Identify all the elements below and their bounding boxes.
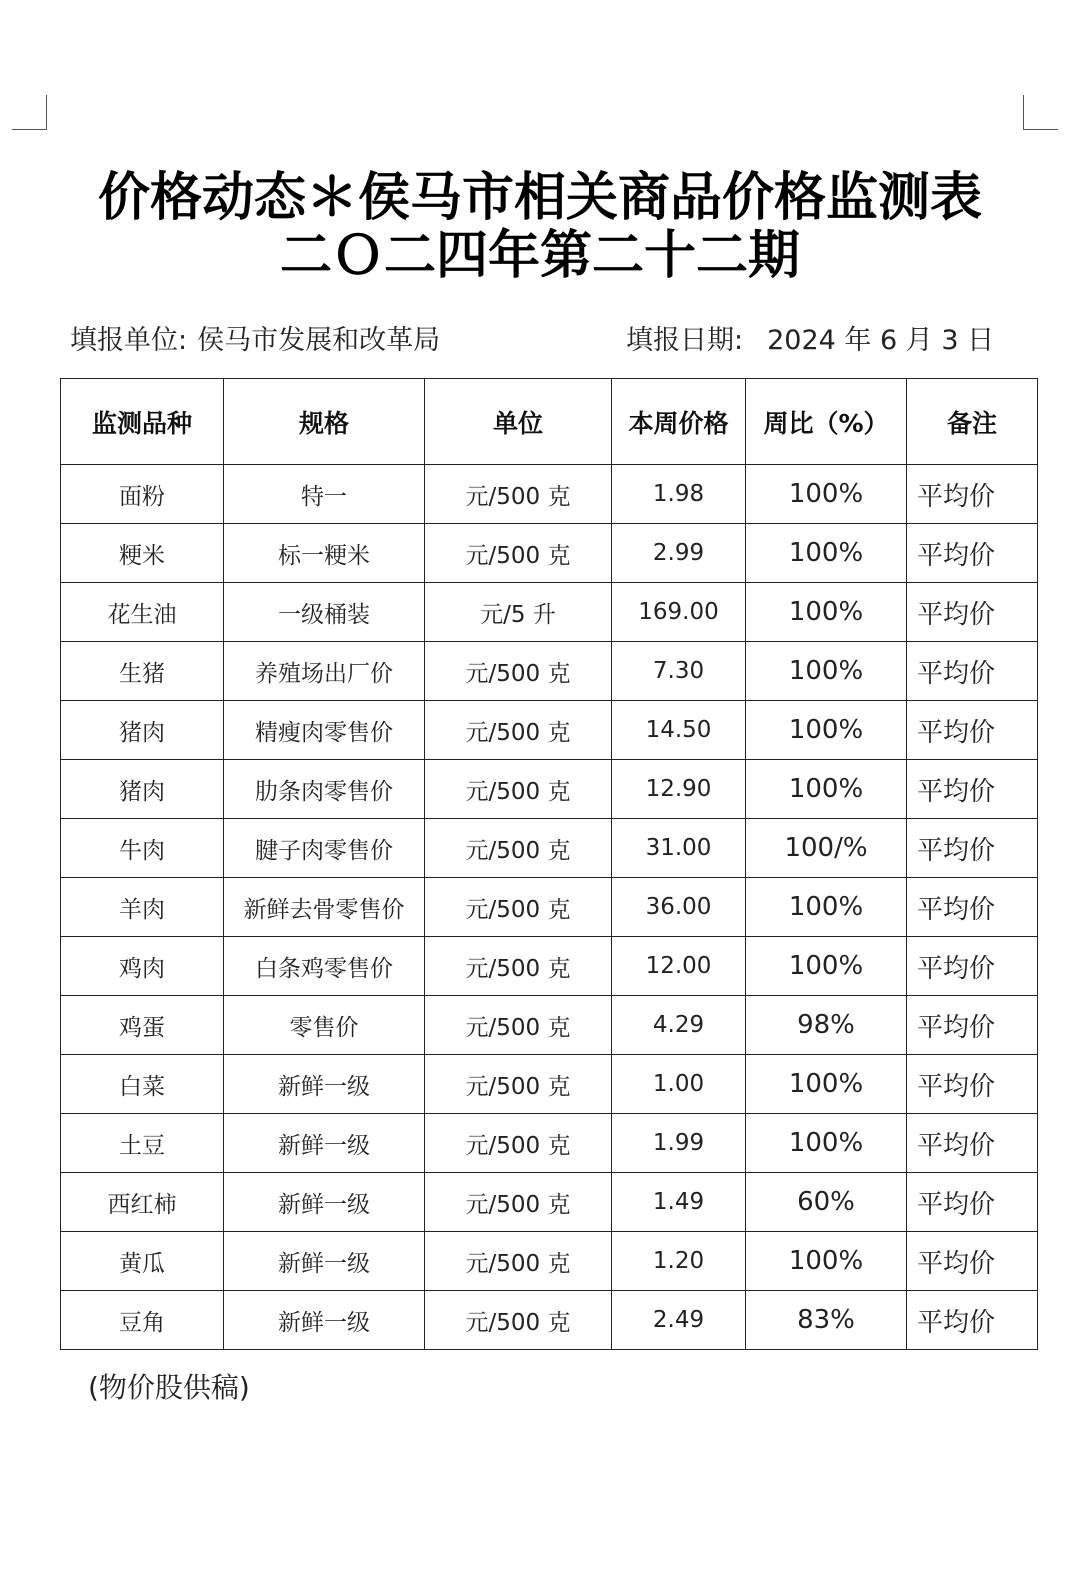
table-row <box>61 1055 1038 1114</box>
reporting-date-label: 填报日期: <box>626 325 744 356</box>
cell-note: 平均价 <box>907 1291 1038 1350</box>
cell-item: 鸡肉 <box>61 937 224 996</box>
table-row <box>61 465 1038 524</box>
cell-weekly-ratio: 100% <box>746 937 907 996</box>
header-weekly-ratio: 周比（%） <box>746 379 907 465</box>
source-note: (物价股供稿) <box>88 1371 250 1404</box>
cell-note: 平均价 <box>907 524 1038 583</box>
price-monitoring-table <box>60 378 1038 1350</box>
cell-price: 2.99 <box>612 524 746 583</box>
cell-price: 1.49 <box>612 1173 746 1232</box>
cell-unit: 元/500 克 <box>425 1055 612 1114</box>
cell-unit: 元/500 克 <box>425 524 612 583</box>
cell-weekly-ratio: 100% <box>746 465 907 524</box>
cell-unit: 元/500 克 <box>425 819 612 878</box>
cell-price: 1.99 <box>612 1114 746 1173</box>
reporting-unit-value: 侯马市发展和改革局 <box>197 325 441 356</box>
table-row <box>61 583 1038 642</box>
cell-note: 平均价 <box>907 701 1038 760</box>
cell-weekly-ratio: 100% <box>746 1114 907 1173</box>
table-row <box>61 1291 1038 1350</box>
cell-spec: 一级桶装 <box>224 583 425 642</box>
header-unit: 单位 <box>425 379 612 465</box>
cell-unit: 元/500 克 <box>425 937 612 996</box>
table-row <box>61 642 1038 701</box>
table-row <box>61 819 1038 878</box>
reporting-date <box>626 318 994 357</box>
cell-weekly-ratio: 100% <box>746 1055 907 1114</box>
cell-unit: 元/500 克 <box>425 1173 612 1232</box>
cell-note: 平均价 <box>907 878 1038 937</box>
cell-item: 黄瓜 <box>61 1232 224 1291</box>
cell-item: 豆角 <box>61 1291 224 1350</box>
header-item: 监测品种 <box>61 379 224 465</box>
cell-item: 生猪 <box>61 642 224 701</box>
cell-unit: 元/500 克 <box>425 701 612 760</box>
cell-item: 面粉 <box>61 465 224 524</box>
cell-note: 平均价 <box>907 642 1038 701</box>
document-title: 价格动态＊侯马市相关商品价格监测表 <box>97 168 982 228</box>
cell-item: 羊肉 <box>61 878 224 937</box>
reporting-unit <box>70 318 440 357</box>
cell-weekly-ratio: 100% <box>746 524 907 583</box>
cell-item: 鸡蛋 <box>61 996 224 1055</box>
cell-item: 粳米 <box>61 524 224 583</box>
cell-note: 平均价 <box>907 760 1038 819</box>
cell-note: 平均价 <box>907 1055 1038 1114</box>
cell-unit: 元/500 克 <box>425 1232 612 1291</box>
table-row <box>61 524 1038 583</box>
cell-spec: 白条鸡零售价 <box>224 937 425 996</box>
cell-price: 169.00 <box>612 583 746 642</box>
cell-price: 14.50 <box>612 701 746 760</box>
cell-item: 花生油 <box>61 583 224 642</box>
cell-unit: 元/500 克 <box>425 1291 612 1350</box>
cell-note: 平均价 <box>907 1114 1038 1173</box>
cell-note: 平均价 <box>907 1173 1038 1232</box>
header-spec: 规格 <box>224 379 425 465</box>
cell-weekly-ratio: 98% <box>746 996 907 1055</box>
page-corner-mark-right <box>1023 95 1058 130</box>
cell-item: 牛肉 <box>61 819 224 878</box>
table-row <box>61 1173 1038 1232</box>
cell-item: 土豆 <box>61 1114 224 1173</box>
cell-spec: 新鲜一级 <box>224 1173 425 1232</box>
cell-note: 平均价 <box>907 937 1038 996</box>
table-row <box>61 701 1038 760</box>
cell-weekly-ratio: 83% <box>746 1291 907 1350</box>
header-note: 备注 <box>907 379 1038 465</box>
cell-price: 4.29 <box>612 996 746 1055</box>
cell-weekly-ratio: 100% <box>746 878 907 937</box>
cell-spec: 养殖场出厂价 <box>224 642 425 701</box>
cell-item: 猪肉 <box>61 760 224 819</box>
cell-weekly-ratio: 100% <box>746 760 907 819</box>
cell-unit: 元/500 克 <box>425 878 612 937</box>
cell-weekly-ratio: 100/% <box>746 819 907 878</box>
cell-price: 7.30 <box>612 642 746 701</box>
cell-spec: 标一粳米 <box>224 524 425 583</box>
cell-spec: 新鲜一级 <box>224 1055 425 1114</box>
cell-price: 31.00 <box>612 819 746 878</box>
cell-item: 西红柿 <box>61 1173 224 1232</box>
cell-weekly-ratio: 100% <box>746 701 907 760</box>
cell-note: 平均价 <box>907 996 1038 1055</box>
cell-note: 平均价 <box>907 583 1038 642</box>
table-row <box>61 760 1038 819</box>
cell-spec: 新鲜一级 <box>224 1232 425 1291</box>
cell-spec: 精瘦肉零售价 <box>224 701 425 760</box>
table-header-row <box>61 379 1038 465</box>
cell-price: 2.49 <box>612 1291 746 1350</box>
cell-spec: 新鲜一级 <box>224 1114 425 1173</box>
cell-unit: 元/500 克 <box>425 642 612 701</box>
table-row <box>61 996 1038 1055</box>
cell-weekly-ratio: 100% <box>746 583 907 642</box>
cell-price: 36.00 <box>612 878 746 937</box>
cell-price: 1.20 <box>612 1232 746 1291</box>
cell-spec: 新鲜一级 <box>224 1291 425 1350</box>
cell-unit: 元/500 克 <box>425 760 612 819</box>
reporting-date-value: 2024 年 6 月 3 日 <box>767 325 995 356</box>
cell-weekly-ratio: 100% <box>746 1232 907 1291</box>
cell-price: 12.90 <box>612 760 746 819</box>
table-row <box>61 878 1038 937</box>
header-price: 本周价格 <box>612 379 746 465</box>
cell-unit: 元/500 克 <box>425 996 612 1055</box>
cell-price: 12.00 <box>612 937 746 996</box>
cell-note: 平均价 <box>907 465 1038 524</box>
cell-item: 猪肉 <box>61 701 224 760</box>
cell-price: 1.98 <box>612 465 746 524</box>
cell-price: 1.00 <box>612 1055 746 1114</box>
cell-item: 白菜 <box>61 1055 224 1114</box>
cell-spec: 特一 <box>224 465 425 524</box>
cell-unit: 元/5 升 <box>425 583 612 642</box>
cell-spec: 肋条肉零售价 <box>224 760 425 819</box>
cell-spec: 新鲜去骨零售价 <box>224 878 425 937</box>
table-row <box>61 1114 1038 1173</box>
cell-note: 平均价 <box>907 1232 1038 1291</box>
cell-unit: 元/500 克 <box>425 465 612 524</box>
page-corner-mark-left <box>12 95 47 130</box>
document-issue: 二Ｏ二四年第二十二期 <box>279 226 800 286</box>
cell-weekly-ratio: 60% <box>746 1173 907 1232</box>
cell-spec: 零售价 <box>224 996 425 1055</box>
cell-unit: 元/500 克 <box>425 1114 612 1173</box>
cell-spec: 腱子肉零售价 <box>224 819 425 878</box>
table-row <box>61 1232 1038 1291</box>
cell-weekly-ratio: 100% <box>746 642 907 701</box>
table-row <box>61 937 1038 996</box>
cell-note: 平均价 <box>907 819 1038 878</box>
reporting-unit-label: 填报单位: <box>70 325 188 356</box>
